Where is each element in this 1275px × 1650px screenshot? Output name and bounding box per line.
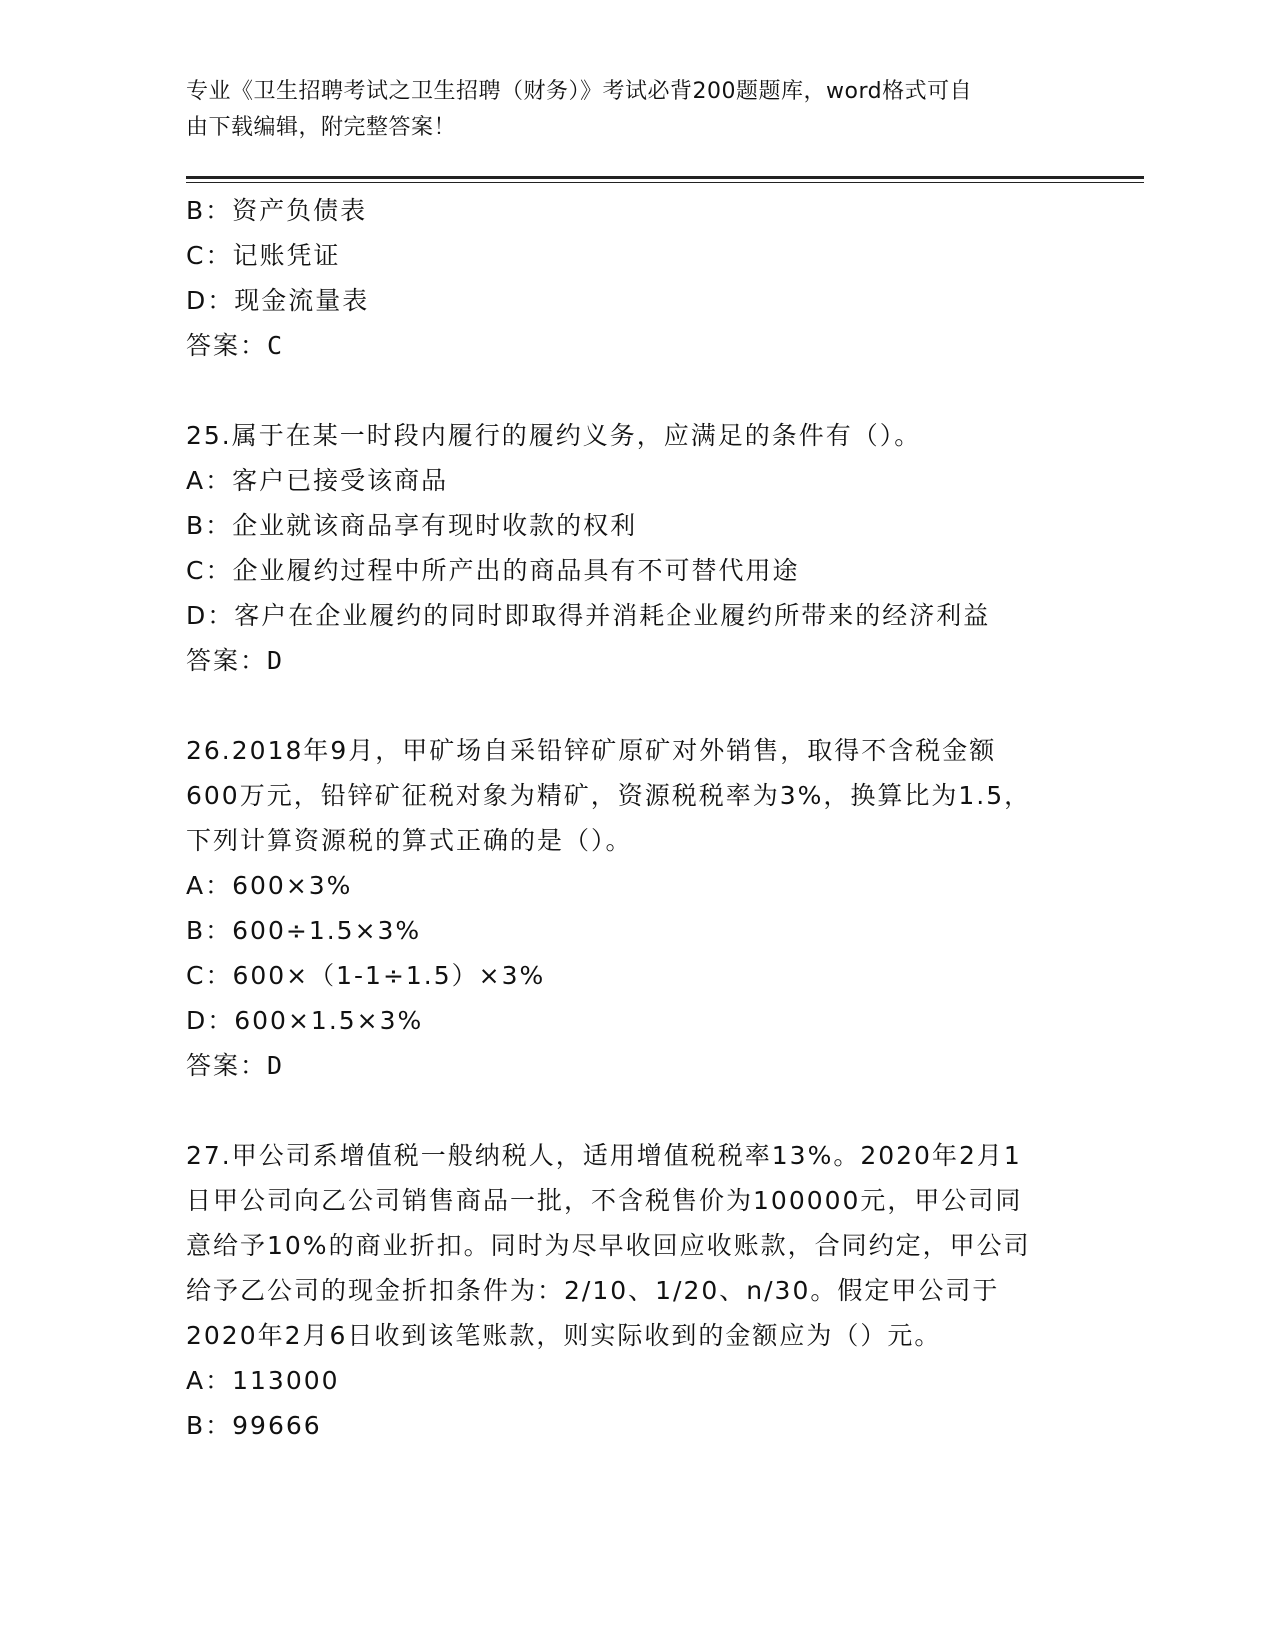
option-c: C：600×（1-1÷1.5）×3%	[186, 961, 546, 990]
question-stem: 意给予10%的商业折扣。同时为尽早收回应收账款，合同约定，甲公司	[186, 1231, 1031, 1260]
option-b: B：99666	[186, 1411, 322, 1440]
spacer	[186, 1088, 1086, 1133]
option-a: A：600×3%	[186, 871, 353, 900]
answer-line: 答案：C	[186, 331, 285, 360]
question-block-27	[186, 1133, 1086, 1448]
question-stem: 日甲公司向乙公司销售商品一批，不含税售价为100000元，甲公司同	[186, 1186, 1023, 1215]
option-d: D：现金流量表	[186, 286, 370, 315]
option-b: B：企业就该商品享有现时收款的权利	[186, 511, 638, 540]
question-stem: 600万元，铅锌矿征税对象为精矿，资源税税率为3%，换算比为1.5，	[186, 781, 1032, 810]
header-line-1: 专业《卫生招聘考试之卫生招聘（财务）》考试必背200题题库，word格式可自	[186, 79, 973, 104]
option-a: A：客户已接受该商品	[186, 466, 449, 495]
option-b: B：资产负债表	[186, 196, 368, 225]
header-line-2: 由下载编辑，附完整答案！	[186, 115, 457, 140]
option-c: C：记账凭证	[186, 241, 341, 270]
question-stem: 2020年2月6日收到该笔账款，则实际收到的金额应为（）元。	[186, 1321, 942, 1350]
document-body	[186, 188, 1086, 1448]
question-stem: 27.甲公司系增值税一般纳税人，适用增值税税率13%。2020年2月1	[186, 1141, 1022, 1170]
option-b: B：600÷1.5×3%	[186, 916, 422, 945]
option-d: D：600×1.5×3%	[186, 1006, 424, 1035]
option-a: A：113000	[186, 1366, 340, 1395]
option-d: D：客户在企业履约的同时即取得并消耗企业履约所带来的经济利益	[186, 601, 991, 630]
question-block-26	[186, 728, 1086, 1088]
question-stem: 给予乙公司的现金折扣条件为：2/10、1/20、n/30。假定甲公司于	[186, 1276, 1000, 1305]
spacer	[186, 683, 1086, 728]
question-block-24	[186, 188, 1086, 368]
spacer	[186, 368, 1086, 413]
header-divider-thin	[186, 182, 1144, 183]
header-divider-thick	[186, 176, 1144, 179]
question-stem: 26.2018年9月，甲矿场自采铅锌矿原矿对外销售，取得不含税金额	[186, 736, 997, 765]
question-stem: 下列计算资源税的算式正确的是（）。	[186, 826, 633, 855]
question-block-25	[186, 413, 1086, 683]
answer-line: 答案：D	[186, 1051, 285, 1080]
question-stem: 25.属于在某一时段内履行的履约义务，应满足的条件有（）。	[186, 421, 922, 450]
option-c: C：企业履约过程中所产出的商品具有不可替代用途	[186, 556, 800, 585]
answer-line: 答案：D	[186, 646, 285, 675]
document-header	[186, 74, 1066, 146]
